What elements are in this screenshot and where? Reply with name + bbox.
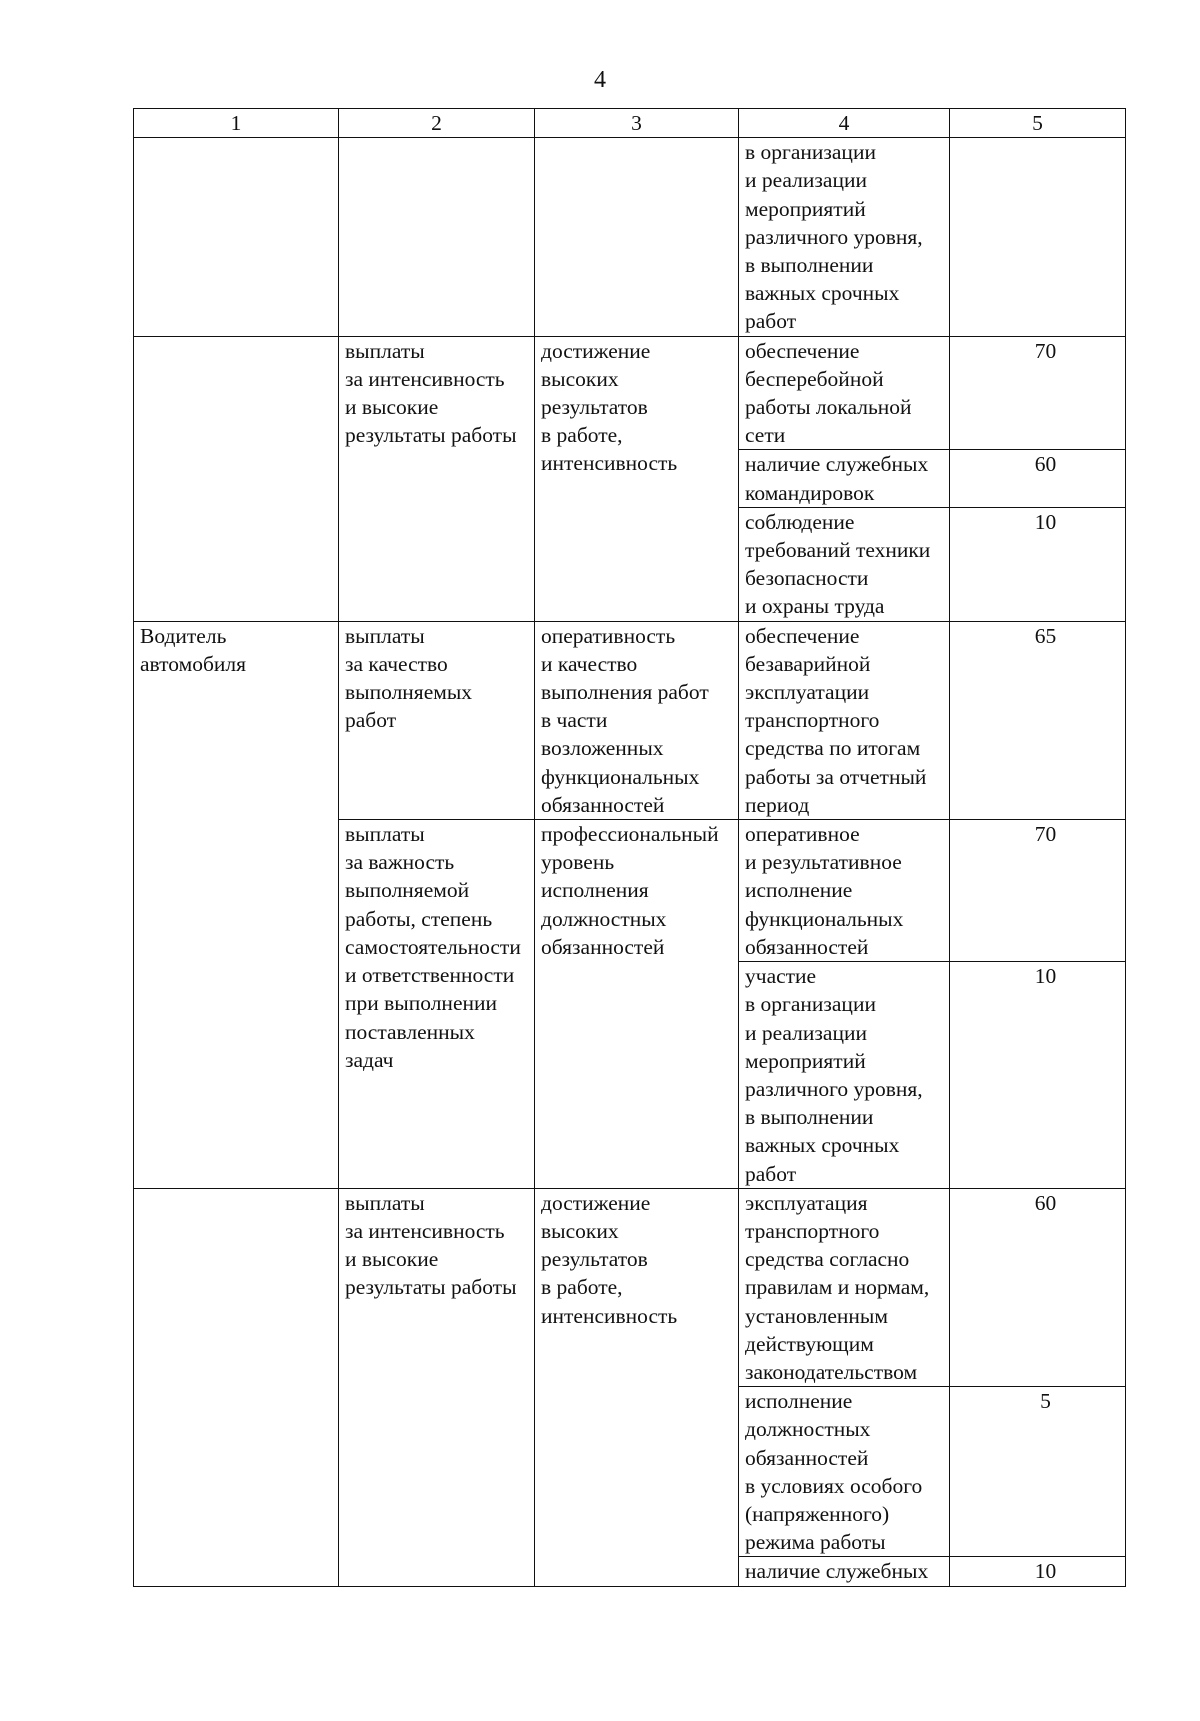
value-cell: 70 xyxy=(950,336,1126,450)
table-row xyxy=(134,138,1126,336)
page-number: 4 xyxy=(594,67,606,93)
column-header: 5 xyxy=(950,109,1126,138)
column-header: 1 xyxy=(134,109,339,138)
value-cell: 65 xyxy=(950,621,1126,819)
payment-type-cell: выплаты за важность выполняемой работы, степень самостоятельности и ответственности при выполнении поставленных задач xyxy=(339,820,535,1189)
table-row xyxy=(134,621,1126,819)
indicator-cell: в организации и реализации мероприятий различного уровня, в выполнении важных срочных работ xyxy=(739,138,950,336)
column-header: 4 xyxy=(739,109,950,138)
value-cell xyxy=(950,138,1126,336)
table-header-row xyxy=(134,109,1126,138)
criterion-cell: достижение высоких результатов в работе, интенсивность xyxy=(535,1188,739,1586)
position-cell: Водитель автомобиля xyxy=(134,621,339,1188)
indicator-cell: обеспечение безаварийной эксплуатации транспортного средства по итогам работы за отчетный период xyxy=(739,621,950,819)
indicator-cell: наличие служебных xyxy=(739,1557,950,1586)
position-cell xyxy=(134,138,339,336)
value-cell: 10 xyxy=(950,1557,1126,1586)
indicator-cell: участие в организации и реализации мероприятий различного уровня, в выполнении важных срочных работ xyxy=(739,962,950,1189)
table-row xyxy=(134,1188,1126,1386)
payment-type-cell: выплаты за качество выполняемых работ xyxy=(339,621,535,819)
payments-table xyxy=(133,108,1126,1587)
criterion-cell: оперативность и качество выполнения работ в части возложенных функциональных обязанностей xyxy=(535,621,739,819)
column-header: 2 xyxy=(339,109,535,138)
indicator-cell: обеспечение бесперебойной работы локальной сети xyxy=(739,336,950,450)
criterion-cell: достижение высоких результатов в работе, интенсивность xyxy=(535,336,739,621)
indicator-cell: соблюдение требований техники безопасности и охраны труда xyxy=(739,507,950,621)
value-cell: 70 xyxy=(950,820,1126,962)
indicator-cell: оперативное и результативное исполнение функциональных обязанностей xyxy=(739,820,950,962)
column-header: 3 xyxy=(535,109,739,138)
value-cell: 60 xyxy=(950,450,1126,507)
table-row xyxy=(134,336,1126,450)
value-cell: 10 xyxy=(950,507,1126,621)
indicator-cell: исполнение должностных обязанностей в условиях особого (напряженного) режима работы xyxy=(739,1387,950,1557)
criterion-cell xyxy=(535,138,739,336)
position-cell xyxy=(134,336,339,621)
indicator-cell: эксплуатация транспортного средства согласно правилам и нормам, установленным действующим законодательством xyxy=(739,1188,950,1386)
indicator-cell: наличие служебных командировок xyxy=(739,450,950,507)
payment-type-cell: выплаты за интенсивность и высокие результаты работы xyxy=(339,336,535,621)
criterion-cell: профессиональный уровень исполнения должностных обязанностей xyxy=(535,820,739,1189)
payment-type-cell xyxy=(339,138,535,336)
payment-type-cell: выплаты за интенсивность и высокие результаты работы xyxy=(339,1188,535,1586)
position-cell xyxy=(134,1188,339,1586)
value-cell: 5 xyxy=(950,1387,1126,1557)
value-cell: 10 xyxy=(950,962,1126,1189)
value-cell: 60 xyxy=(950,1188,1126,1386)
